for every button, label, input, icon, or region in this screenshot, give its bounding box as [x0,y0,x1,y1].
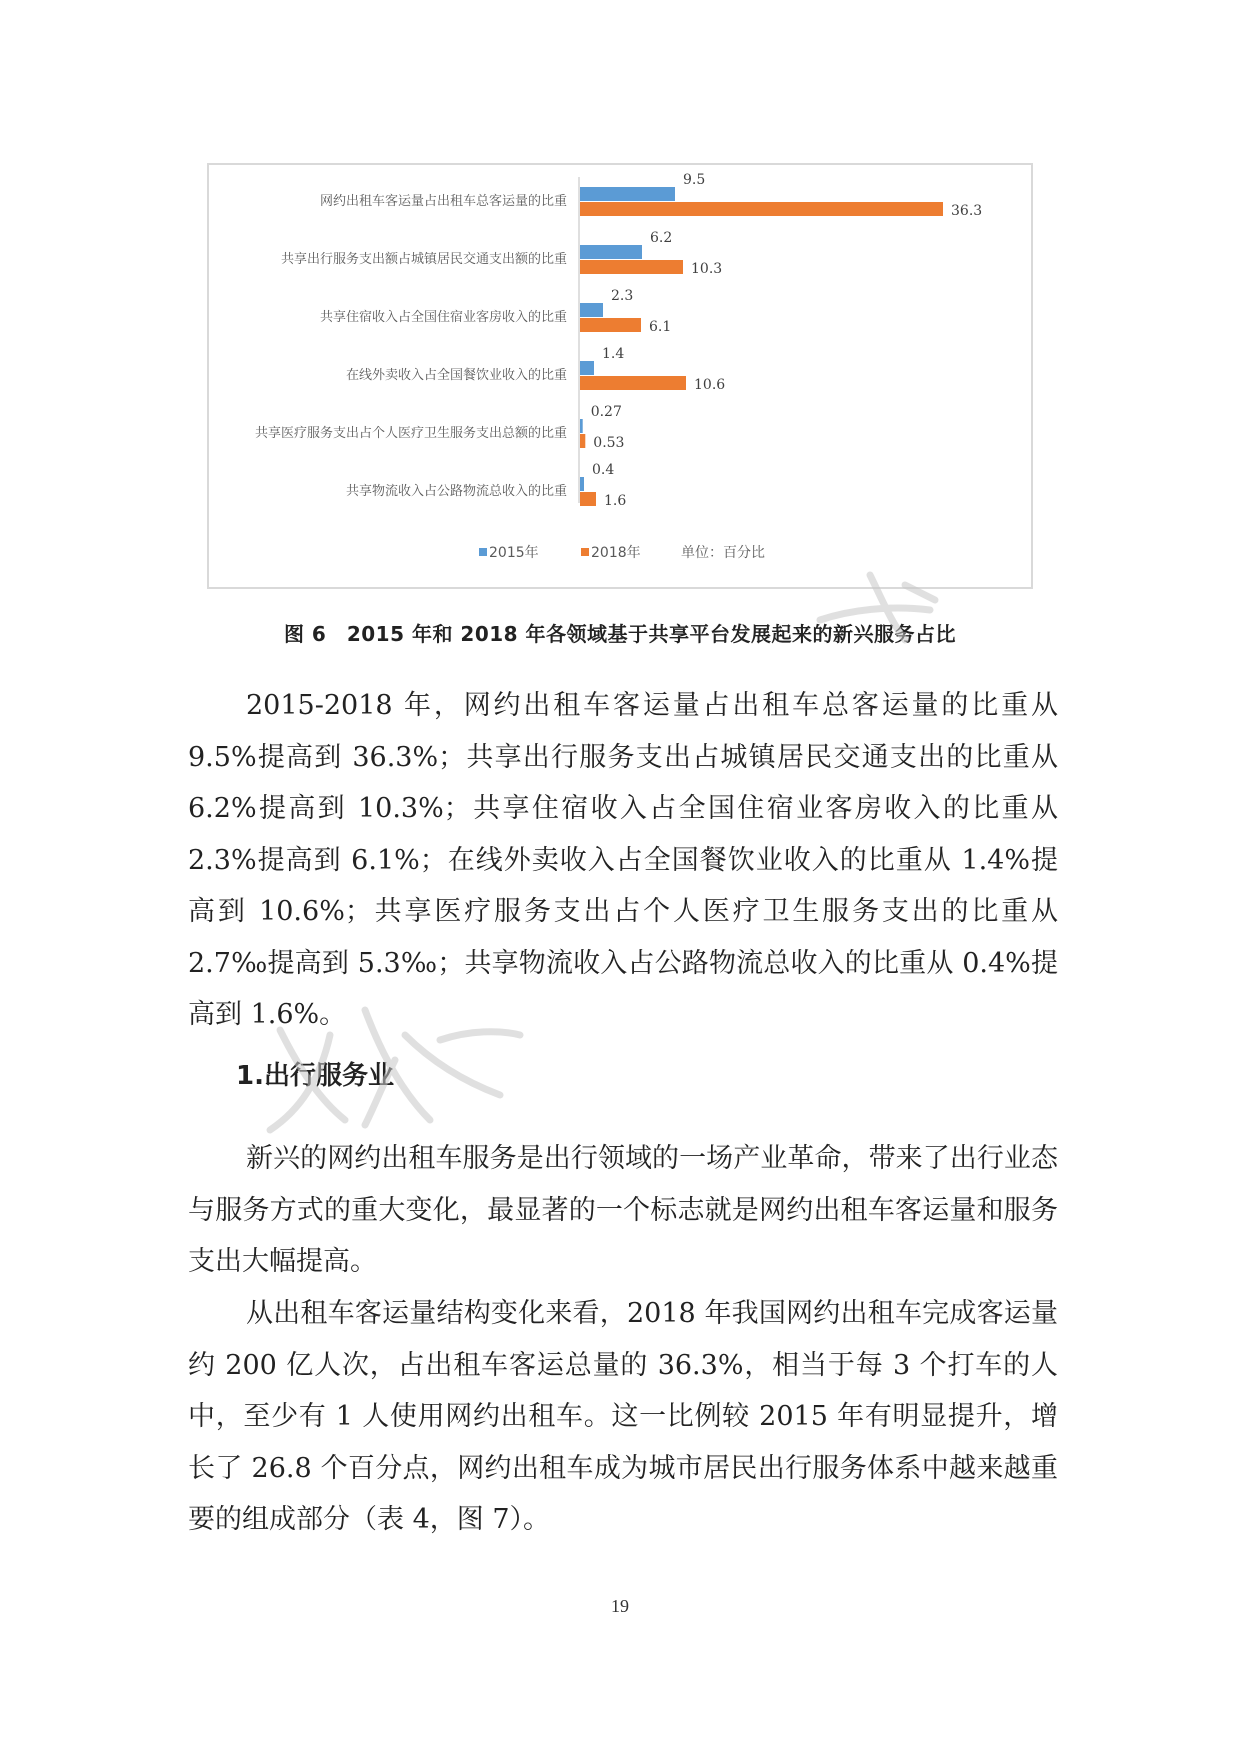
paragraph-intro: 新兴的网约出租车服务是出行领域的一场产业革命，带来了出行业态与服务方式的重大变化，最显著的一个标志就是网约出租车客运量和服务支出大幅提高。 [188,1143,1058,1277]
data-label: 1.6 [604,493,627,509]
category-label: 共享物流收入占公路物流总收入的比重 [345,484,567,499]
paragraph-summary: 2015-2018 年，网约出租车客运量占出租车总客运量的比重从 9.5%提高到 36.3%；共享出行服务支出占城镇居民交通支出的比重从 6.2%提高到 10.3%；共享住宿收入占全国住宿业客房收入的比重从 2.3%提高到 6.1%；在线外卖收入占全国餐饮业收入的比重从 1.4%提高到 10.6%；共享医疗服务支出占个人医疗卫生服务支出的比重从 2.7‰提高到 5.3‰；共享物流收入占公路物流总收入的比重从 0.4%提高到 1.6%。 [188,690,1058,1030]
data-label: 10.3 [691,261,723,277]
figure-caption: 图 6 2015 年和 2018 年各领域基于共享平台发展起来的新兴服务占比 [283,622,957,646]
legend-swatch [581,548,589,556]
bar-2015年 [580,187,675,201]
category-label: 在线外卖收入占全国餐饮业收入的比重 [345,368,567,383]
data-label: 9.5 [683,172,706,188]
chart-frame [207,163,1033,589]
bar-2015年 [580,303,603,317]
bar-2018年 [580,492,596,506]
data-label: 6.1 [649,319,672,335]
data-label: 36.3 [951,203,983,219]
category-label: 共享住宿收入占全国住宿业客房收入的比重 [319,310,567,325]
data-label: 2.3 [611,288,634,304]
section-heading: 1.出行服务业 [236,1061,394,1091]
legend-label: 2015年 [489,545,539,561]
legend-label: 2018年 [591,545,641,561]
data-label: 0.27 [590,404,622,420]
bar-2018年 [580,260,683,274]
page-number: 19 [611,1596,629,1616]
data-label: 10.6 [694,377,726,393]
bar-2015年 [580,361,594,375]
bar-2015年 [580,245,642,259]
bar-2018年 [580,318,641,332]
bar-2015年 [580,477,584,491]
bar-2018年 [580,202,943,216]
data-label: 6.2 [650,230,673,246]
bar-chart [209,165,1031,587]
unit-note: 单位：百分比 [681,545,765,561]
data-label: 0.4 [592,462,615,478]
data-label: 1.4 [602,346,625,362]
legend-swatch [479,548,487,556]
bar-2015年 [580,419,583,433]
data-label: 0.53 [593,435,625,451]
category-label: 共享医疗服务支出占个人医疗卫生服务支出总额的比重 [254,426,567,441]
bar-2018年 [580,434,585,448]
bar-2018年 [580,376,686,390]
category-label: 网约出租车客运量占出租车总客运量的比重 [319,194,567,209]
paragraph-detail: 从出租车客运量结构变化来看，2018 年我国网约出租车完成客运量约 200 亿人次，占出租车客运总量的 36.3%，相当于每 3 个打车的人中，至少有 1 人使用网约出租车。这一比例较 2015 年有明显提升，增长了 26.8 个百分点，网约出租车成为城市居民出行服务体系中越来越重要的组成部分（表 4，图 7）。 [188,1298,1058,1535]
category-label: 共享出行服务支出额占城镇居民交通支出额的比重 [280,252,567,267]
